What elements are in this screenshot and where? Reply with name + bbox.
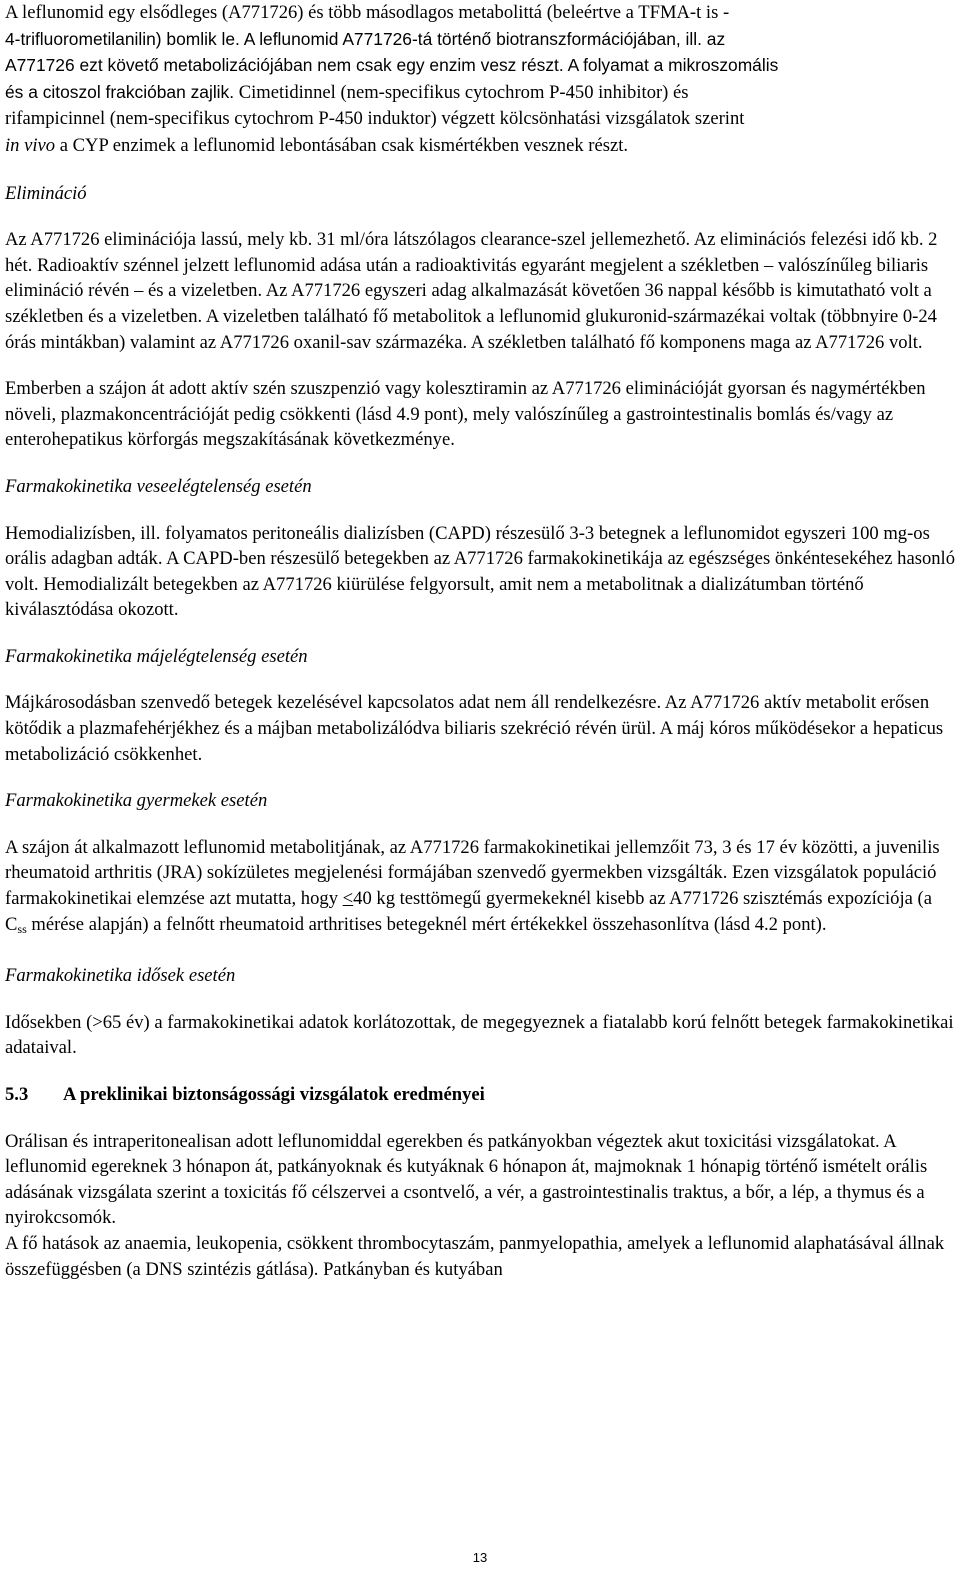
intro-line-4: és a citoszol frakcióban zajlik. Cimetidinnel (nem-specifikus cytochrom P-450 inhibitor) és	[5, 81, 689, 103]
preclinical-paragraph-1: Orálisan és intraperitonealisan adott leflunomiddal egerekben és patkányokban végeztek akut toxicitási vizsgálatokat. A leflunomid egereknek 3 hónapon át, patkányoknak és kutyáknak 6 hónapon át, majmoknak 1 hónapig történő ismételt orális adásának vizsgálata szerint a toxicitás fő célszervei a csontvelő, a vér, a gastrointestinalis traktus, a bőr, a lép, a thymus és a nyirokcsomók.	[5, 1130, 928, 1229]
elimination-paragraph-1: Az A771726 eliminációja lassú, mely kb. 31 ml/óra látszólagos clearance-szel jellemezhető. Az eliminációs felezési idő kb. 2 hét. Radioaktív szénnel jelzett leflunomid adása után a radioaktivitás egyaránt megjelent a székletben – valószínűleg biliaris elimináció révén – és a vizeletben. Az A771726 egyszeri adag alkalmazását követően 36 nappal később is kimutatható volt a székletben és a vizeletben. A vizeletben található fő metabolitok a leflunomid glukuronid-származékai voltak (többnyire 0-24 órás mintákban) valamint az A771726 oxanil-sav származéka. A székletben található fő komponens maga az A771726 volt.	[5, 229, 938, 353]
elderly-paragraph: Idősekben (>65 év) a farmakokinetikai adatok korlátozottak, de megegyeznek a fiatalabb korú felnőtt betegek farmakokinetikai adataival.	[5, 1011, 954, 1059]
intro-paragraph	[5, 0, 955, 160]
intro-line-2: 4-trifluorometilanilin) bomlik le. A leflunomid A771726-tá történő biotranszformációjában, ill. az	[5, 28, 726, 49]
document-page	[5, 0, 955, 1282]
intro-line-6: in vivo a CYP enzimek a leflunomid lebontásában csak kismértékben vesznek részt.	[5, 134, 629, 156]
pediatric-heading: Farmakokinetika gyermekek esetén	[5, 790, 268, 812]
intro-line-5: rifampicinnel (nem-specifikus cytochrom P-450 induktor) végzett kölcsönhatási vizsgálatok szerint	[5, 108, 745, 130]
renal-heading: Farmakokinetika veseelégtelenség esetén	[5, 475, 312, 497]
section-title: A preklinikai biztonságossági vizsgálatok eredményei	[63, 1084, 485, 1105]
intro-line-3: A771726 ezt követő metabolizációjában nem csak egy enzim vesz részt. A folyamat a mikroszomális	[5, 55, 779, 76]
elderly-heading: Farmakokinetika idősek esetén	[5, 965, 236, 987]
pediatric-paragraph: A szájon át alkalmazott leflunomid metabolitjának, az A771726 farmakokinetikai jellemzőit 73, 3 és 17 év közötti, a juvenilis rheumatoid arthritis (JRA) sokízületes megjelenési formájában szenvedő gyermekben vizsgálták. Ezen vizsgálatok populáció farmakokinetikai elemzése azt mutatta, hogy <40 kg testtömegű gyermekeknél kisebb az A771726 szisztémás expozíciója (a $C_{ss}$ mérése alapján) a felnőtt rheumatoid arthritises betegeknél mért értékekkel összehasonlítva (lásd 4.2 pont).	[5, 836, 940, 936]
elimination-paragraph-2: Emberben a szájon át adott aktív szén szuszpenzió vagy kolesztiramin az A771726 eliminációját gyorsan és nagymértékben növeli, plazmakoncentrációját pedig csökkenti (lásd 4.9 pont), mely valószínűleg a gastrointestinalis bomlás és/vagy az enterohepatikus körforgás megszakításának következménye.	[5, 378, 926, 451]
less-equal-symbol: <	[342, 888, 354, 910]
elimination-heading: Elimináció	[5, 182, 87, 204]
section-number: 5.3	[5, 1084, 29, 1105]
section-5-3-heading	[5, 1082, 955, 1108]
page-number: 13	[472, 1550, 488, 1565]
intro-line-1: A leflunomid egy elsődleges (A771726) és több másodlagos metabolittá (beleértve a TFMA-t is -	[5, 2, 730, 23]
hepatic-paragraph: Májkárosodásban szenvedő betegek kezelésével kapcsolatos adat nem áll rendelkezésre. Az A771726 aktív metabolit erősen kötődik a plazmafehérjékhez és a májban metabolizálódva biliaris szekréció révén ürül. A máj kóros működésekor a hepaticus metabolizáció csökkenhet.	[5, 692, 944, 765]
preclinical-paragraph-2: A fő hatások az anaemia, leukopenia, csökkent thrombocytaszám, panmyelopathia, amelyek a leflunomid alaphatásával állnak összefüggésben (a DNS szintézis gátlása). Patkányban és kutyában	[5, 1232, 945, 1280]
hepatic-heading: Farmakokinetika májelégtelenség esetén	[5, 645, 308, 667]
renal-paragraph: Hemodializísben, ill. folyamatos peritoneális dializísben (CAPD) részesülő 3-3 betegnek a leflunomidot egyszeri 100 mg-os orális adagban adták. A CAPD-ben részesülő betegekben az A771726 farmakokinetikája az egészséges önkéntesekéhez hasonló volt. Hemodializált betegekben az A771726 kiürülése felgyorsult, amit nem a metabolitnak a dializátumban történő kiválasztódása okozott.	[5, 522, 956, 621]
